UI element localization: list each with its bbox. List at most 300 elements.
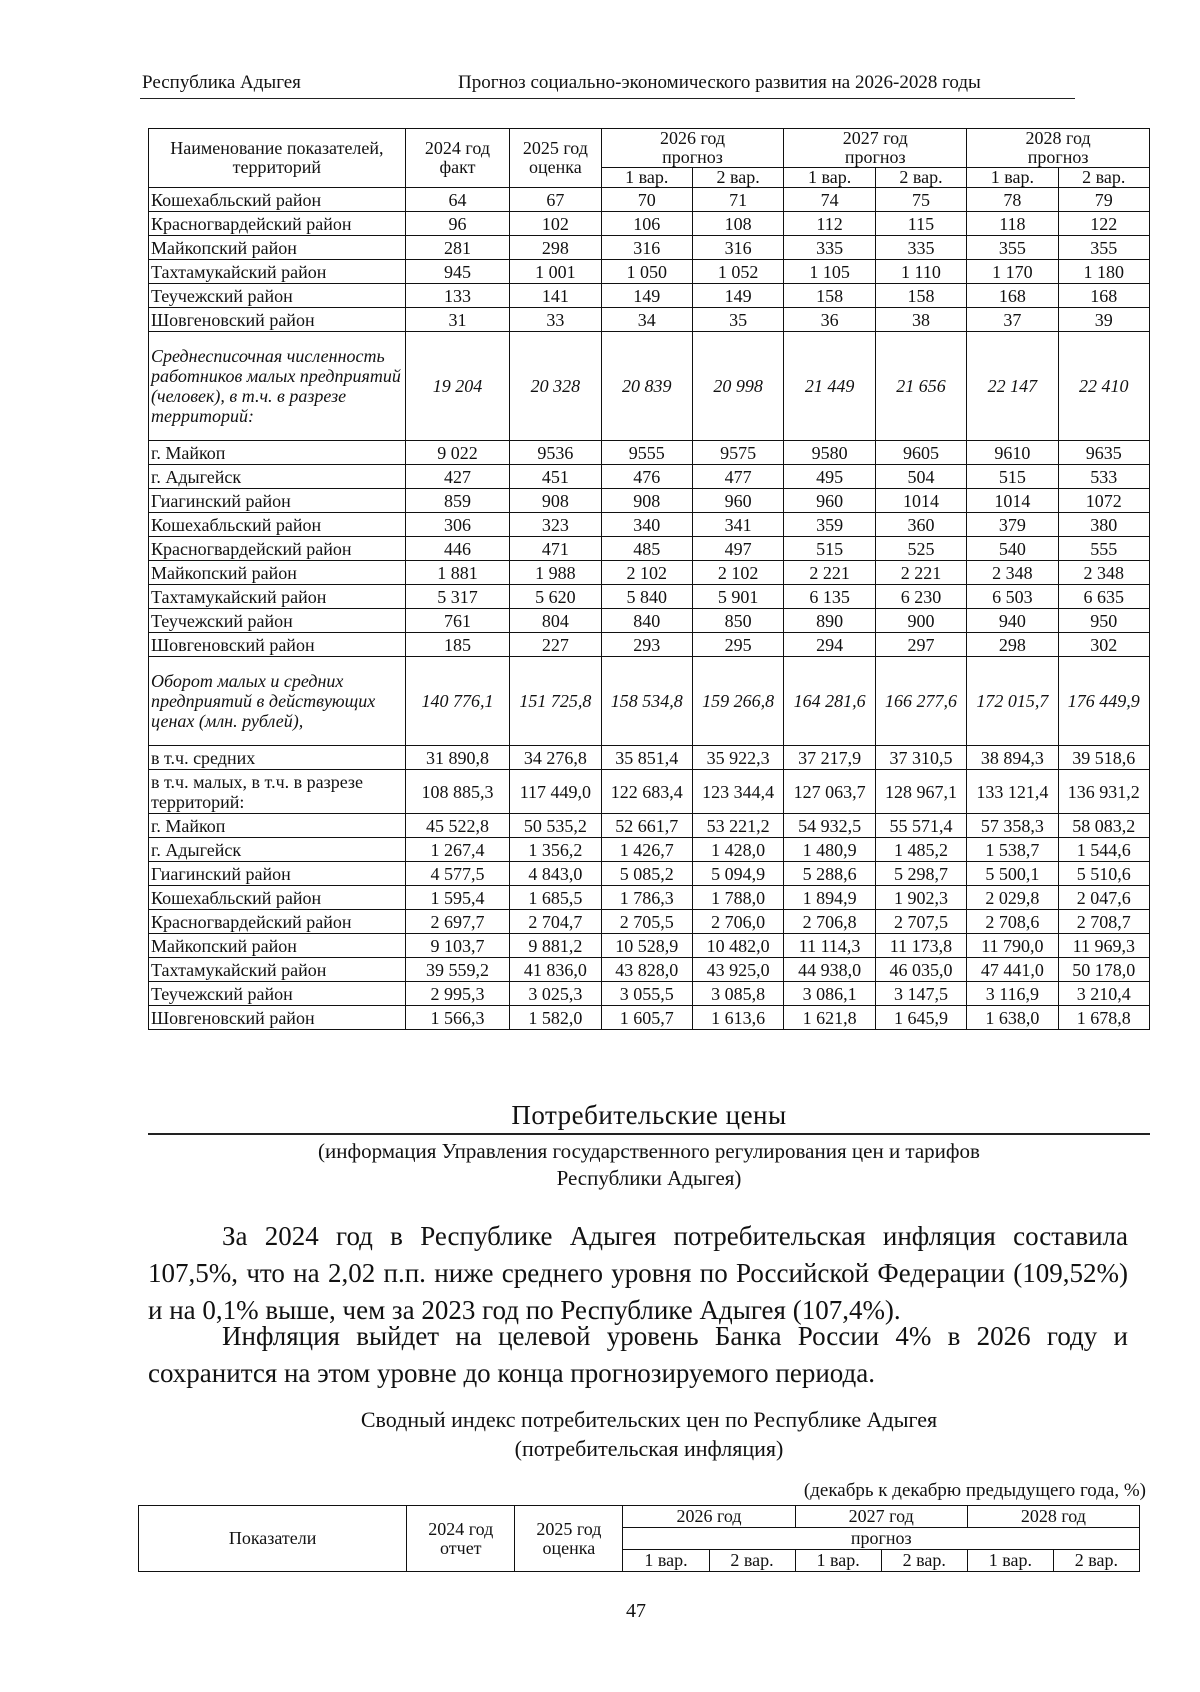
table-cell: 1 638,0 xyxy=(967,1006,1058,1030)
table-cell: 427 xyxy=(405,465,509,489)
row-label: г. Адыгейск xyxy=(149,838,406,862)
table-row xyxy=(149,212,1150,236)
row-label: Шовгеновский район xyxy=(149,1006,406,1030)
table-cell: 1 678,8 xyxy=(1058,1006,1149,1030)
col-header-forecast: прогноз xyxy=(967,148,1150,168)
table-row xyxy=(149,1006,1150,1030)
table-cell: 1 621,8 xyxy=(784,1006,875,1030)
table-cell: 5 901 xyxy=(692,585,783,609)
table-cell: 102 xyxy=(510,212,601,236)
table-cell: 533 xyxy=(1058,465,1149,489)
table-cell: 78 xyxy=(967,188,1058,212)
row-label: Кошехабльский район xyxy=(149,513,406,537)
table-cell: 3 085,8 xyxy=(692,982,783,1006)
page-header xyxy=(140,68,1075,99)
table-cell: 306 xyxy=(405,513,509,537)
table-cell: 11 114,3 xyxy=(784,934,875,958)
table-cell: 2 708,7 xyxy=(1058,910,1149,934)
table-row xyxy=(149,260,1150,284)
table-row xyxy=(149,332,1150,441)
table-cell: 47 441,0 xyxy=(967,958,1058,982)
table-cell: 34 276,8 xyxy=(510,746,601,770)
table-cell: 164 281,6 xyxy=(784,657,875,746)
table-cell: 2 707,5 xyxy=(875,910,966,934)
table-cell: 44 938,0 xyxy=(784,958,875,982)
table-cell: 359 xyxy=(784,513,875,537)
cpi-col-2026: 2026 год xyxy=(623,1506,795,1528)
row-label: Тахтамукайский район xyxy=(149,585,406,609)
table-cell: 11 969,3 xyxy=(1058,934,1149,958)
cpi-col-indicators: Показатели xyxy=(139,1506,407,1572)
table-cell: 57 358,3 xyxy=(967,814,1058,838)
table-cell: 1 613,6 xyxy=(692,1006,783,1030)
table-cell: 5 510,6 xyxy=(1058,862,1149,886)
header-region: Республика Адыгея xyxy=(142,72,301,93)
table-cell: 9 103,7 xyxy=(405,934,509,958)
table-cell: 2 102 xyxy=(601,561,692,585)
col-header-2026: 2026 год xyxy=(601,129,784,149)
table-cell: 477 xyxy=(692,465,783,489)
table-cell: 476 xyxy=(601,465,692,489)
table-cell: 451 xyxy=(510,465,601,489)
col-header-variant-2: 2 вар. xyxy=(875,168,966,188)
table-cell: 1 538,7 xyxy=(967,838,1058,862)
col-header-variant-1: 1 вар. xyxy=(601,168,692,188)
table-cell: 50 535,2 xyxy=(510,814,601,838)
table-cell: 1014 xyxy=(967,489,1058,513)
cpi-col-2024: 2024 год отчет xyxy=(407,1506,515,1572)
table-cell: 2 102 xyxy=(692,561,783,585)
table-row xyxy=(149,513,1150,537)
table-cell: 20 998 xyxy=(692,332,783,441)
col-header-name: Наименование показателей, территорий xyxy=(149,129,406,188)
table-cell: 11 173,8 xyxy=(875,934,966,958)
table-cell: 5 500,1 xyxy=(967,862,1058,886)
table-cell: 141 xyxy=(510,284,601,308)
row-label: Оборот малых и средних предприятий в действующих ценах (млн. рублей), xyxy=(149,657,406,746)
table-cell: 50 178,0 xyxy=(1058,958,1149,982)
table-cell: 39 518,6 xyxy=(1058,746,1149,770)
table-cell: 6 230 xyxy=(875,585,966,609)
table-cell: 294 xyxy=(784,633,875,657)
table-cell: 1 485,2 xyxy=(875,838,966,862)
table-row xyxy=(149,609,1150,633)
cpi-col-variant-1: 1 вар. xyxy=(623,1550,709,1572)
table-cell: 1 001 xyxy=(510,260,601,284)
table-cell: 5 288,6 xyxy=(784,862,875,886)
table-cell: 176 449,9 xyxy=(1058,657,1149,746)
table-cell: 20 328 xyxy=(510,332,601,441)
indicators-table-body xyxy=(149,188,1150,1030)
table-cell: 302 xyxy=(1058,633,1149,657)
table-cell: 71 xyxy=(692,188,783,212)
indicators-table xyxy=(148,128,1150,1030)
table-cell: 133 121,4 xyxy=(967,770,1058,814)
table-cell: 540 xyxy=(967,537,1058,561)
table-row xyxy=(149,465,1150,489)
table-cell: 79 xyxy=(1058,188,1149,212)
table-cell: 9635 xyxy=(1058,441,1149,465)
table-cell: 122 683,4 xyxy=(601,770,692,814)
row-label: Теучежский район xyxy=(149,284,406,308)
row-label: г. Майкоп xyxy=(149,814,406,838)
table-cell: 9 022 xyxy=(405,441,509,465)
table-cell: 1072 xyxy=(1058,489,1149,513)
table-row xyxy=(149,489,1150,513)
row-label: Теучежский район xyxy=(149,982,406,1006)
table-cell: 5 094,9 xyxy=(692,862,783,886)
table-cell: 297 xyxy=(875,633,966,657)
table-cell: 45 522,8 xyxy=(405,814,509,838)
row-label: Тахтамукайский район xyxy=(149,958,406,982)
table-cell: 355 xyxy=(967,236,1058,260)
table-cell: 5 840 xyxy=(601,585,692,609)
table-cell: 555 xyxy=(1058,537,1149,561)
table-row xyxy=(149,308,1150,332)
table-cell: 945 xyxy=(405,260,509,284)
cpi-col-variant-1: 1 вар. xyxy=(795,1550,881,1572)
table-cell: 10 482,0 xyxy=(692,934,783,958)
table-cell: 11 790,0 xyxy=(967,934,1058,958)
table-cell: 5 085,2 xyxy=(601,862,692,886)
table-cell: 2 029,8 xyxy=(967,886,1058,910)
table-cell: 1 110 xyxy=(875,260,966,284)
table-cell: 22 410 xyxy=(1058,332,1149,441)
table-cell: 1 566,3 xyxy=(405,1006,509,1030)
table-cell: 64 xyxy=(405,188,509,212)
table-cell: 70 xyxy=(601,188,692,212)
table-cell: 39 559,2 xyxy=(405,958,509,982)
table-cell: 21 449 xyxy=(784,332,875,441)
cpi-col-variant-2: 2 вар. xyxy=(881,1550,967,1572)
table-cell: 37 xyxy=(967,308,1058,332)
table-cell: 471 xyxy=(510,537,601,561)
table-cell: 1 426,7 xyxy=(601,838,692,862)
table-cell: 2 705,5 xyxy=(601,910,692,934)
cpi-col-2025: 2025 год оценка xyxy=(515,1506,623,1572)
table-cell: 19 204 xyxy=(405,332,509,441)
table-cell: 1 050 xyxy=(601,260,692,284)
table-cell: 168 xyxy=(1058,284,1149,308)
row-label: в т.ч. средних xyxy=(149,746,406,770)
table-cell: 355 xyxy=(1058,236,1149,260)
table-cell: 37 217,9 xyxy=(784,746,875,770)
table-row xyxy=(149,838,1150,862)
table-row xyxy=(149,862,1150,886)
table-cell: 1 605,7 xyxy=(601,1006,692,1030)
table-cell: 495 xyxy=(784,465,875,489)
table-cell: 9605 xyxy=(875,441,966,465)
table-cell: 2 348 xyxy=(1058,561,1149,585)
table-row xyxy=(149,982,1150,1006)
row-label: Гиагинский район xyxy=(149,489,406,513)
table-cell: 31 890,8 xyxy=(405,746,509,770)
table-cell: 55 571,4 xyxy=(875,814,966,838)
header-doc-title: Прогноз социально-экономического развития на 2026-2028 годы xyxy=(458,72,981,93)
table-row xyxy=(149,770,1150,814)
page-number: 47 xyxy=(626,1600,646,1622)
col-header-2024: 2024 год факт xyxy=(405,129,509,188)
table-cell: 33 xyxy=(510,308,601,332)
table-cell: 123 344,4 xyxy=(692,770,783,814)
table-cell: 158 534,8 xyxy=(601,657,692,746)
table-cell: 34 xyxy=(601,308,692,332)
table-cell: 341 xyxy=(692,513,783,537)
table-cell: 20 839 xyxy=(601,332,692,441)
table-row xyxy=(149,657,1150,746)
table-cell: 43 925,0 xyxy=(692,958,783,982)
row-label: Гиагинский район xyxy=(149,862,406,886)
table-cell: 54 932,5 xyxy=(784,814,875,838)
table-cell: 75 xyxy=(875,188,966,212)
col-header-forecast: прогноз xyxy=(784,148,967,168)
col-header-variant-1: 1 вар. xyxy=(967,168,1058,188)
table-cell: 96 xyxy=(405,212,509,236)
table-cell: 293 xyxy=(601,633,692,657)
table-cell: 1 788,0 xyxy=(692,886,783,910)
table-cell: 1 595,4 xyxy=(405,886,509,910)
table-cell: 1 645,9 xyxy=(875,1006,966,1030)
row-label: г. Майкоп xyxy=(149,441,406,465)
row-label: Кошехабльский район xyxy=(149,886,406,910)
table-cell: 281 xyxy=(405,236,509,260)
table-cell: 108 885,3 xyxy=(405,770,509,814)
table-cell: 6 135 xyxy=(784,585,875,609)
table-cell: 295 xyxy=(692,633,783,657)
table-cell: 9536 xyxy=(510,441,601,465)
table-cell: 525 xyxy=(875,537,966,561)
table-row xyxy=(149,746,1150,770)
table-cell: 761 xyxy=(405,609,509,633)
table-cell: 2 704,7 xyxy=(510,910,601,934)
table-cell: 515 xyxy=(784,537,875,561)
table-cell: 5 298,7 xyxy=(875,862,966,886)
table-cell: 1 356,2 xyxy=(510,838,601,862)
table-cell: 298 xyxy=(510,236,601,260)
table-cell: 74 xyxy=(784,188,875,212)
table-cell: 1 582,0 xyxy=(510,1006,601,1030)
table-cell: 379 xyxy=(967,513,1058,537)
cpi-col-2027: 2027 год xyxy=(795,1506,967,1528)
table-cell: 2 047,6 xyxy=(1058,886,1149,910)
table-cell: 67 xyxy=(510,188,601,212)
table-cell: 1014 xyxy=(875,489,966,513)
table-cell: 43 828,0 xyxy=(601,958,692,982)
table-row xyxy=(149,236,1150,260)
table-cell: 136 931,2 xyxy=(1058,770,1149,814)
table-cell: 149 xyxy=(601,284,692,308)
table-cell: 859 xyxy=(405,489,509,513)
table-cell: 9555 xyxy=(601,441,692,465)
table-row xyxy=(149,585,1150,609)
table-cell: 2 221 xyxy=(784,561,875,585)
table-cell: 35 xyxy=(692,308,783,332)
table-row xyxy=(149,284,1150,308)
table-cell: 1 881 xyxy=(405,561,509,585)
table-row xyxy=(149,188,1150,212)
table-cell: 227 xyxy=(510,633,601,657)
cpi-table-title: Сводный индекс потребительских цен по Республике Адыгея (потребительская инфляция) xyxy=(360,1407,938,1461)
col-header-2027: 2027 год xyxy=(784,129,967,149)
table-cell: 380 xyxy=(1058,513,1149,537)
table-cell: 2 706,8 xyxy=(784,910,875,934)
table-cell: 1 894,9 xyxy=(784,886,875,910)
row-label: г. Адыгейск xyxy=(149,465,406,489)
col-header-variant-2: 2 вар. xyxy=(692,168,783,188)
section-source: (информация Управления государственного регулирования цен и тарифов Республики Адыгея) xyxy=(318,1139,980,1190)
table-cell: 1 902,3 xyxy=(875,886,966,910)
table-cell: 3 116,9 xyxy=(967,982,1058,1006)
table-row xyxy=(149,633,1150,657)
table-cell: 168 xyxy=(967,284,1058,308)
table-cell: 35 922,3 xyxy=(692,746,783,770)
table-cell: 360 xyxy=(875,513,966,537)
table-cell: 37 310,5 xyxy=(875,746,966,770)
table-row xyxy=(149,814,1150,838)
table-cell: 1 180 xyxy=(1058,260,1149,284)
table-cell: 31 xyxy=(405,308,509,332)
row-label: Майкопский район xyxy=(149,934,406,958)
table-cell: 1 428,0 xyxy=(692,838,783,862)
table-cell: 3 025,3 xyxy=(510,982,601,1006)
cpi-table xyxy=(138,1505,1140,1572)
table-cell: 950 xyxy=(1058,609,1149,633)
table-cell: 335 xyxy=(875,236,966,260)
table-cell: 1 685,5 xyxy=(510,886,601,910)
cpi-table-note: (декабрь к декабрю предыдущего года, %) xyxy=(803,1480,1146,1501)
table-cell: 3 210,4 xyxy=(1058,982,1149,1006)
table-cell: 840 xyxy=(601,609,692,633)
table-cell: 908 xyxy=(601,489,692,513)
table-row xyxy=(149,910,1150,934)
table-cell: 960 xyxy=(692,489,783,513)
row-label: в т.ч. малых, в т.ч. в разрезе территорий: xyxy=(149,770,406,814)
cpi-col-variant-2: 2 вар. xyxy=(709,1550,795,1572)
table-cell: 35 851,4 xyxy=(601,746,692,770)
table-cell: 4 843,0 xyxy=(510,862,601,886)
paragraph-inflation-target: Инфляция выйдет на целевой уровень Банка России 4% в 2026 году и сохранится на этом уровне до конца прогнозируемого периода. xyxy=(148,1321,1128,1388)
table-cell: 2 995,3 xyxy=(405,982,509,1006)
table-cell: 133 xyxy=(405,284,509,308)
table-cell: 6 503 xyxy=(967,585,1058,609)
table-cell: 10 528,9 xyxy=(601,934,692,958)
table-cell: 158 xyxy=(784,284,875,308)
table-cell: 940 xyxy=(967,609,1058,633)
row-label: Майкопский район xyxy=(149,561,406,585)
table-cell: 335 xyxy=(784,236,875,260)
table-cell: 9575 xyxy=(692,441,783,465)
table-cell: 118 xyxy=(967,212,1058,236)
table-row xyxy=(149,934,1150,958)
table-cell: 46 035,0 xyxy=(875,958,966,982)
col-header-2025: 2025 год оценка xyxy=(510,129,601,188)
table-cell: 185 xyxy=(405,633,509,657)
table-cell: 1 786,3 xyxy=(601,886,692,910)
table-cell: 5 620 xyxy=(510,585,601,609)
paragraph-inflation-2024: За 2024 год в Республике Адыгея потребительская инфляция составила 107,5%, что на 2,02 п.п. ниже среднего уровня по Российской Федерации (109,52%) и на 0,1% выше, чем за 2023 год по Республике Адыгея (107,4%). xyxy=(148,1221,1128,1325)
table-cell: 5 317 xyxy=(405,585,509,609)
table-cell: 122 xyxy=(1058,212,1149,236)
col-header-2028: 2028 год xyxy=(967,129,1150,149)
table-cell: 1 170 xyxy=(967,260,1058,284)
row-label: Среднесписочная численность работников малых предприятий (человек), в т.ч. в разрезе территорий: xyxy=(149,332,406,441)
table-cell: 2 221 xyxy=(875,561,966,585)
table-cell: 485 xyxy=(601,537,692,561)
table-cell: 117 449,0 xyxy=(510,770,601,814)
row-label: Майкопский район xyxy=(149,236,406,260)
table-cell: 2 706,0 xyxy=(692,910,783,934)
table-cell: 515 xyxy=(967,465,1058,489)
table-cell: 115 xyxy=(875,212,966,236)
table-cell: 158 xyxy=(875,284,966,308)
table-cell: 2 697,7 xyxy=(405,910,509,934)
table-cell: 112 xyxy=(784,212,875,236)
table-cell: 3 147,5 xyxy=(875,982,966,1006)
table-cell: 1 988 xyxy=(510,561,601,585)
table-cell: 1 105 xyxy=(784,260,875,284)
cpi-col-variant-1: 1 вар. xyxy=(967,1550,1053,1572)
table-cell: 1 544,6 xyxy=(1058,838,1149,862)
table-cell: 900 xyxy=(875,609,966,633)
table-cell: 890 xyxy=(784,609,875,633)
table-cell: 52 661,7 xyxy=(601,814,692,838)
table-cell: 804 xyxy=(510,609,601,633)
table-cell: 316 xyxy=(692,236,783,260)
cpi-col-variant-2: 2 вар. xyxy=(1053,1550,1139,1572)
table-cell: 3 086,1 xyxy=(784,982,875,1006)
table-cell: 39 xyxy=(1058,308,1149,332)
section-divider xyxy=(148,1133,1150,1135)
table-cell: 2 348 xyxy=(967,561,1058,585)
table-cell: 316 xyxy=(601,236,692,260)
col-header-variant-1: 1 вар. xyxy=(784,168,875,188)
table-cell: 53 221,2 xyxy=(692,814,783,838)
table-cell: 1 267,4 xyxy=(405,838,509,862)
row-label: Красногвардейский район xyxy=(149,212,406,236)
section-title: Потребительские цены xyxy=(511,1100,787,1130)
table-cell: 850 xyxy=(692,609,783,633)
table-cell: 6 635 xyxy=(1058,585,1149,609)
row-label: Шовгеновский район xyxy=(149,308,406,332)
table-cell: 908 xyxy=(510,489,601,513)
table-row xyxy=(149,958,1150,982)
table-cell: 9610 xyxy=(967,441,1058,465)
table-cell: 159 266,8 xyxy=(692,657,783,746)
table-cell: 497 xyxy=(692,537,783,561)
row-label: Шовгеновский район xyxy=(149,633,406,657)
table-cell: 22 147 xyxy=(967,332,1058,441)
table-cell: 151 725,8 xyxy=(510,657,601,746)
table-cell: 140 776,1 xyxy=(405,657,509,746)
table-row xyxy=(149,886,1150,910)
table-cell: 58 083,2 xyxy=(1058,814,1149,838)
cpi-col-forecast: прогноз xyxy=(623,1528,1140,1550)
table-cell: 4 577,5 xyxy=(405,862,509,886)
table-row xyxy=(149,561,1150,585)
table-cell: 2 708,6 xyxy=(967,910,1058,934)
row-label: Тахтамукайский район xyxy=(149,260,406,284)
table-cell: 504 xyxy=(875,465,966,489)
row-label: Красногвардейский район xyxy=(149,910,406,934)
table-row xyxy=(149,537,1150,561)
row-label: Теучежский район xyxy=(149,609,406,633)
table-cell: 1 480,9 xyxy=(784,838,875,862)
col-header-forecast: прогноз xyxy=(601,148,784,168)
table-row xyxy=(149,441,1150,465)
table-cell: 340 xyxy=(601,513,692,537)
row-label: Кошехабльский район xyxy=(149,188,406,212)
table-cell: 36 xyxy=(784,308,875,332)
